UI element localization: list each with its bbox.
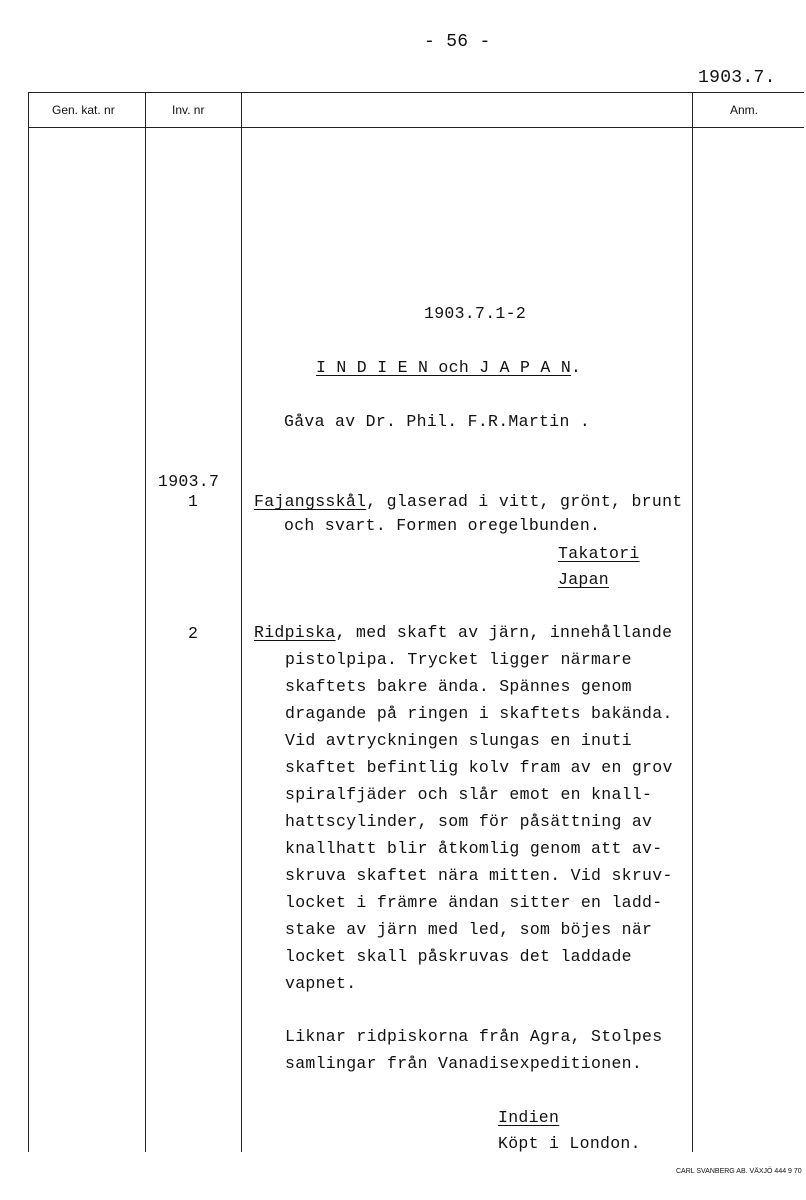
item-1-line-1-rest: , glaserad i vitt, grönt, brunt [366,492,683,511]
item-2-purchase-place: Köpt i London. [498,1134,641,1153]
inv-column-divider [241,92,242,1152]
item-2-note-line-1: Liknar ridpiskorna från Agra, Stolpes [285,1027,663,1046]
page-number: - 56 - [424,32,491,52]
item-1-inv-prefix: 1903.7 [158,472,220,491]
item-2-line-12: stake av järn med led, som böjes när [285,920,653,939]
item-2-line-1 [254,623,672,642]
item-1-line-2: och svart. Formen oregelbunden. [284,516,601,535]
header-reference: 1903.7. [698,68,776,88]
gen-kat-column-divider [145,92,146,1152]
item-2-line-11: locket i främre ändan sitter en ladd- [285,893,663,912]
item-2-line-10: skruva skaftet nära mitten. Vid skruv- [285,866,673,885]
item-1-origin-place: Takatori [558,544,640,563]
item-2-line-4: dragande på ringen i skaftets bakända. [285,704,673,723]
item-2-origin-country: Indien [498,1108,560,1127]
item-1-title: Fajangsskål [254,492,367,511]
inv-nr-header: Inv. nr [172,103,205,117]
donor-line: Gåva av Dr. Phil. F.R.Martin . [284,412,591,431]
item-2-line-6: skaftet befintlig kolv fram av en grov [285,758,673,777]
region-heading-text: I N D I E N och J A P A N [316,358,572,377]
entry-number: 1903.7.1-2 [424,304,527,323]
region-heading [316,358,581,377]
item-2-note-line-2: samlingar från Vanadisexpeditionen. [285,1054,643,1073]
item-2-line-3: skaftets bakre ända. Spännes genom [285,677,632,696]
anm-column-divider [692,92,693,1152]
item-2-line-14: vapnet. [285,974,357,993]
item-2-line-7: spiralfjäder och slår emot en knall- [285,785,653,804]
item-2-line-1-rest: , med skaft av järn, innehållande [335,623,673,642]
region-heading-period: . [571,358,582,377]
item-2-line-13: locket skall påskruvas det laddade [285,947,632,966]
item-2-line-5: Vid avtryckningen slungas en inuti [285,731,632,750]
anm-header: Anm. [730,103,759,117]
item-2-line-2: pistolpipa. Trycket ligger närmare [285,650,632,669]
printer-imprint: CARL SVANBERG AB. VÄXJÖ 444 9 70 [676,1168,802,1175]
item-1-origin-country: Japan [558,570,610,589]
item-2-line-9: knallhatt blir åtkomlig genom att av- [285,839,663,858]
item-2-title: Ridpiska [254,623,336,642]
item-1-line-1 [254,492,682,511]
item-2-inv-number: 2 [188,624,199,643]
left-border [28,92,29,1152]
item-1-inv-number: 1 [188,492,199,511]
item-2-line-8: hattscylinder, som för påsättning av [285,812,653,831]
gen-kat-nr-header: Gen. kat. nr [52,103,115,117]
